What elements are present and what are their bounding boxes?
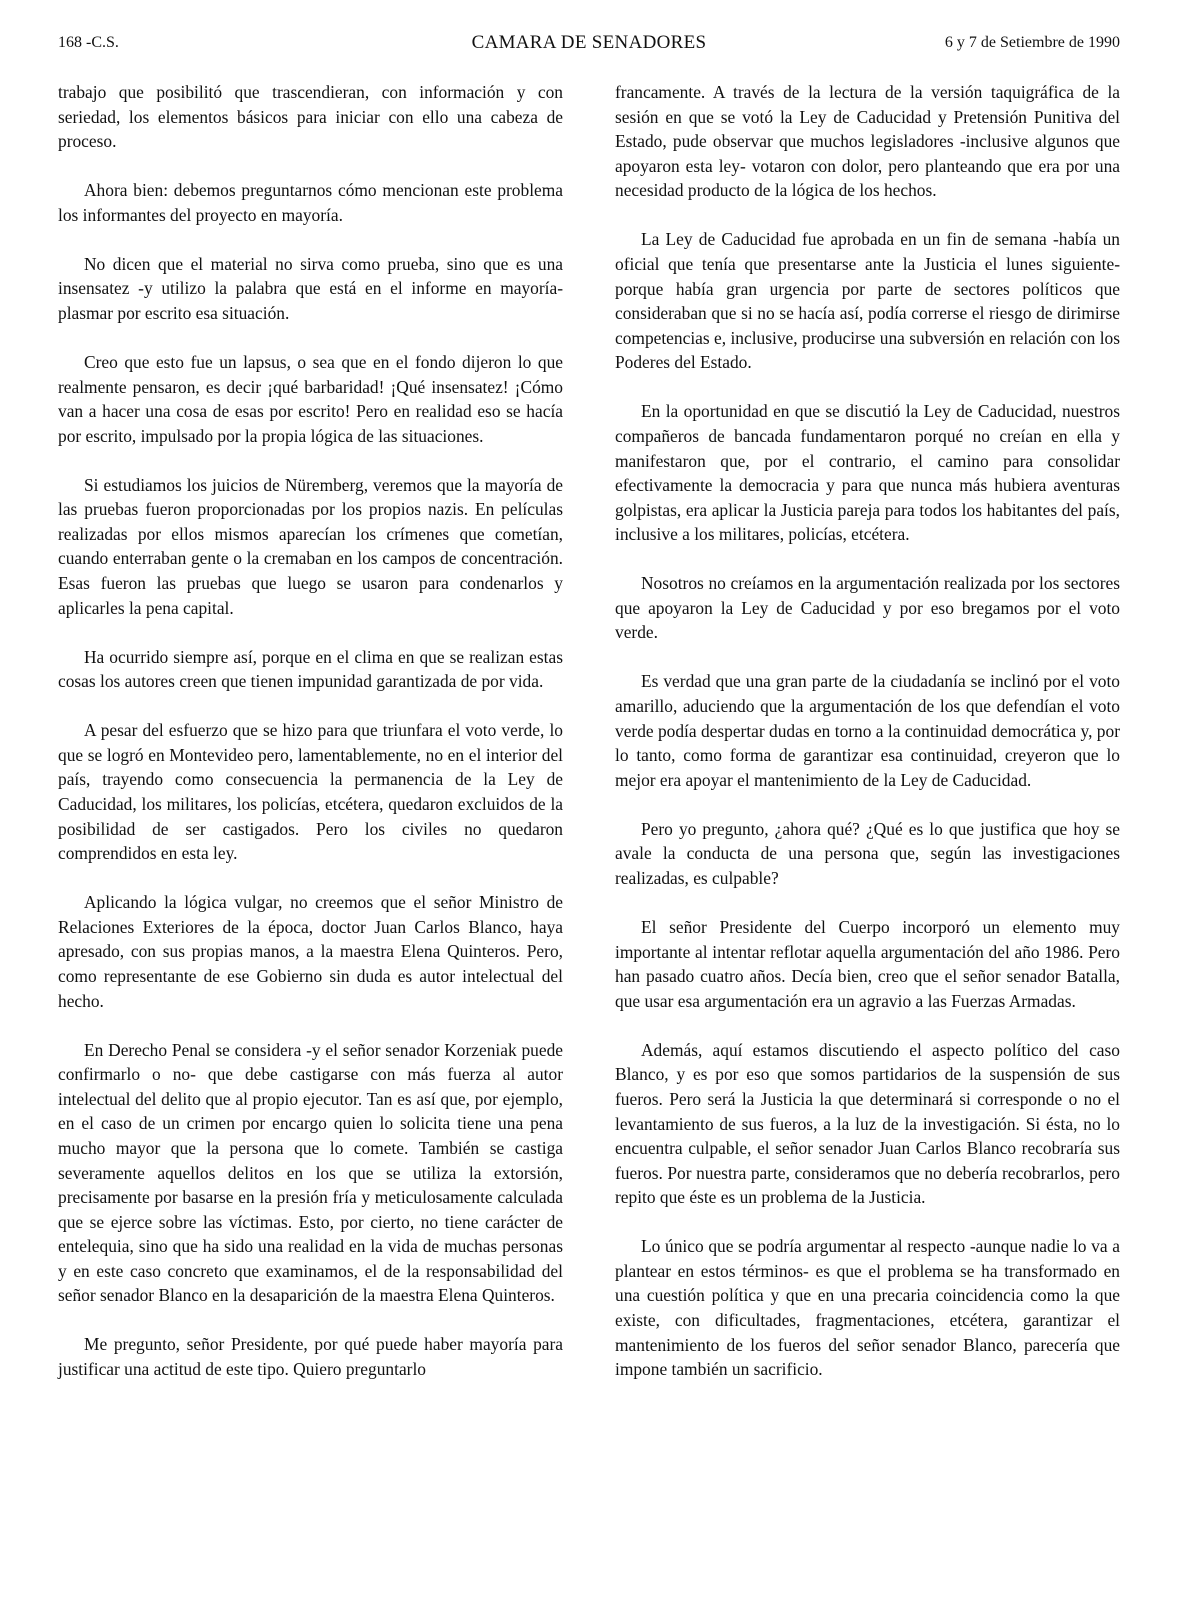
paragraph: trabajo que posibilitó que trascendieran, con información y con seriedad, los elementos básicos para iniciar con ello una cabeza de proceso. [58,82,563,152]
paragraph: Ahora bien: debemos preguntarnos cómo mencionan este problema los informantes del proyecto en mayoría. [58,180,563,225]
paragraph: Si estudiamos los juicios de Nüremberg, veremos que la mayoría de las pruebas fueron proporcionadas por los propios nazis. En películas realizadas por ellos mismos aparecían los crímenes que cometían, cuando enterraban gente o la cremaban en los campos de concentración. Esas fueron las pruebas que luego se usaron para condenarlos y aplicarles la pena capital. [58,474,563,618]
paragraph: Aplicando la lógica vulgar, no creemos que el señor Ministro de Relaciones Exteriores de la época, doctor Juan Carlos Blanco, haya apresado, con sus propias manos, a la maestra Elena Quinteros. Pero, como representante de ese Gobierno sin duda es autor intelectual del hecho. [58,892,563,1011]
page-title: CAMARA DE SENADORES [471,32,707,53]
page-number: 168 -C.S. [58,34,119,51]
paragraph: A pesar del esfuerzo que se hizo para que triunfara el voto verde, lo que se logró en Montevideo pero, lamentablemente, no en el interior del país, trayendo como consecuencia la permanencia de la Ley de Caducidad, los militares, los policías, etcétera, quedaron excluidos de la posibilidad de ser castigados. Pero los civiles no quedaron comprendidos en esta ley. [58,720,563,864]
paragraph: Es verdad que una gran parte de la ciudadanía se inclinó por el voto amarillo, aduciendo que la argumentación de los que defendían el voto verde podía despertar dudas en torno a la continuidad democrática y, por lo tanto, como forma de garantizar esa continuidad, creyeron que lo mejor era apoyar el mantenimiento de la Ley de Caducidad. [615,671,1120,790]
paragraph: Además, aquí estamos discutiendo el aspecto político del caso Blanco, y es por eso que somos partidarios de la suspensión de sus fueros. Pero será la Justicia la que determinará si corresponde o no el levantamiento de sus fueros, a la luz de la investigación. Si ésta, no lo encuentra culpable, el señor senador Juan Carlos Blanco recobraría sus fueros. Por nuestra parte, consideramos que no debería recobrarlos, pero repito que éste es un problema de la Justicia. [615,1039,1120,1208]
left-column [58,80,563,1406]
paragraph: En Derecho Penal se considera -y el señor senador Korzeniak puede confirmarlo o no- que debe castigarse con más fuerza al autor intelectual del delito que al propio ejecutor. Tan es así que, por ejemplo, en el caso de un crimen por encargo quien lo solicita tiene una pena mucho mayor que la persona que lo comete. También se castiga severamente aquellos delitos en los que se utiliza la extorsión, precisamente por basarse en la presión fría y meticulosamente calculada que se ejerce sobre las víctimas. Esto, por cierto, no tiene carácter de entelequia, sino que ha sido una realidad en la vida de muchas personas y en este caso concreto que examinamos, el de la responsabilidad del señor senador Blanco en la desaparición de la maestra Elena Quinteros. [58,1039,563,1306]
paragraph: Lo único que se podría argumentar al respecto -aunque nadie lo va a plantear en estos términos- es que el problema se ha transformado en una cuestión política y que en una precaria coincidencia como la que existe, con dificultades, fragmentaciones, etcétera, garantizar el mantenimiento de los fueros del señor senador Blanco, parecería que impone también un sacrificio. [615,1236,1120,1380]
paragraph: francamente. A través de la lectura de la versión taquigráfica de la sesión en que se votó la Ley de Caducidad y Pretensión Punitiva del Estado, pude observar que muchos legisladores -inclusive algunos que apoyaron esta ley- votaron con dolor, pero planteando que era por una necesidad producto de la lógica de los hechos. [615,82,1120,201]
paragraph: Ha ocurrido siempre así, porque en el clima en que se realizan estas cosas los autores creen que tienen impunidad garantizada de por vida. [58,646,563,692]
paragraph: En la oportunidad en que se discutió la Ley de Caducidad, nuestros compañeros de bancada fundamentaron porqué no creían en ella y manifestaron que, por el contrario, el camino para consolidar efectivamente la democracia y para que nunca más hubiera aventuras golpistas, era aplicar la Justicia pareja para todos los habitantes del país, inclusive a los militares, policías, etcétera. [615,401,1120,545]
paragraph: El señor Presidente del Cuerpo incorporó un elemento muy importante al intentar reflotar aquella argumentación del año 1986. Pero han pasado cuatro años. Decía bien, creo que el señor senador Batalla, que usar esa argumentación era un agravio a las Fuerzas Armadas. [615,916,1120,1011]
right-column [615,80,1120,1406]
paragraph: No dicen que el material no sirva como prueba, sino que es una insensatez -y utilizo la palabra que está en el informe en mayoría- plasmar por escrito esa situación. [58,253,563,323]
paragraph: Me pregunto, señor Presidente, por qué puede haber mayoría para justificar una actitud de este tipo. Quiero preguntarlo [58,1334,563,1380]
paragraph: Pero yo pregunto, ¿ahora qué? ¿Qué es lo que justifica que hoy se avale la conducta de una persona que, según las investigaciones realizadas, es culpable? [615,818,1120,888]
page-header [58,30,1120,58]
paragraph: La Ley de Caducidad fue aprobada en un fin de semana -había un oficial que tenía que presentarse ante la Justicia el lunes siguiente- porque había gran urgencia por parte de sectores políticos que consideraban que si no se hacía así, podía correrse el riesgo de dirimirse competencias e, inclusive, producirse una subversión en relación con los Poderes del Estado. [615,229,1120,373]
paragraph: Nosotros no creíamos en la argumentación realizada por los sectores que apoyaron la Ley de Caducidad y por eso bregamos por el voto verde. [615,573,1120,643]
paragraph: Creo que esto fue un lapsus, o sea que en el fondo dijeron lo que realmente pensaron, es decir ¡qué barbaridad! ¡Qué insensatez! ¡Cómo van a hacer una cosa de esas por escrito! Pero en realidad eso se hacía por escrito, impulsado por la propia lógica de las situaciones. [58,351,563,446]
session-date: 6 y 7 de Setiembre de 1990 [944,34,1120,51]
